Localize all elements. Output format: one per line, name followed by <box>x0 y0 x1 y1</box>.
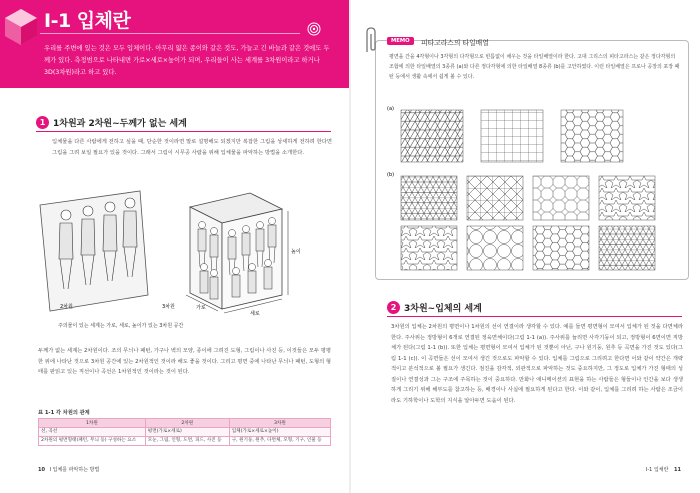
tiling-patterns <box>385 104 681 276</box>
right-footer <box>646 466 684 473</box>
memo-tag: MEMO <box>387 37 414 45</box>
chapter-title: Ⅰ-1 입체란 <box>44 10 131 32</box>
tiling-b5 <box>401 226 457 270</box>
table-header-cell: 3차원 <box>229 419 330 428</box>
tiling-b7 <box>533 226 589 270</box>
label-height: 높이 <box>291 249 301 255</box>
tiling-b6 <box>467 226 523 270</box>
table-cell: 2차원의 평면형태(패턴, 무늬 등) 구성하는 요소 <box>39 437 146 446</box>
table-cell: 모눈, 그림, 인형, 도면, 피드, 사진 등 <box>145 437 229 446</box>
footer-text: Ⅰ 입체를 파악하는 방법 <box>49 467 100 473</box>
section-divider <box>387 316 682 317</box>
table-row <box>39 437 331 446</box>
section-2-heading <box>387 301 482 314</box>
dimension-illustration <box>20 187 330 317</box>
footer-text: Ⅰ-1 입체란 <box>645 467 669 473</box>
paperclip-icon <box>361 26 383 54</box>
memo-title: 피타고라스의 타일배열 <box>421 39 489 47</box>
tiling-b3 <box>533 176 589 220</box>
right-page <box>351 0 700 493</box>
table-cell: 선, 곡선 <box>39 428 146 437</box>
section-number: 1 <box>36 116 49 129</box>
hexagon-cube-icon <box>4 8 38 46</box>
spiral-icon <box>307 22 321 36</box>
table-row <box>39 428 331 437</box>
section-number: 2 <box>387 301 400 314</box>
page-number: 11 <box>674 467 681 473</box>
tiling-b4 <box>599 176 655 220</box>
tiling-squares <box>481 110 543 162</box>
label-depth: 세로 <box>250 311 260 317</box>
dimension-table <box>38 418 331 446</box>
section-title: 1차원과 2차원~두께가 없는 세계 <box>53 119 187 129</box>
left-footer <box>38 466 99 473</box>
section-1-paragraph: 입체물을 다른 사람에게 전하고 싶을 때, 단순한 것이라면 말로 설명해도 되겠지만 복잡한 그림을 상세하게 전하려 한다면 그림을 그려 보일 필요가 있을 것이다. 그래서 그림이 시무공 사람을 위해 입체물을 파악하는 방법을 소개한다. <box>52 139 332 156</box>
cube-3d <box>186 193 288 313</box>
memo-text: 평면을 간을 4각형이나 3각형의 다각형으로 빈틈없이 채우는 것을 타일배열이라 한다. 고대 그리스의 피타고라스는 같은 정다각형의 조합에 의한 타일배열의 3종류 (a)와 다른 정다각형에 의한 타일배열 8종류 (b)를 고안하였다. 이런 타일배열은 프로나 공장의 포장 패턴 등에서 생활 속에서 쉽게 볼 수 있다. <box>389 54 680 80</box>
tiling-hexagons <box>561 110 623 162</box>
page-number: 10 <box>38 467 45 473</box>
left-page <box>0 0 349 493</box>
table-caption: 표 1-1 각 차원의 관계 <box>38 410 90 416</box>
label-width: 가로 <box>196 305 206 311</box>
paragraph-2: 두께가 없는 세계는 2차원이다. 조의 무늬나 패턴, 가구나 벽의 모양, 종이에 그려진 도형, 그림이나 사진 등, 이것들은 모두 평평한 위에 나타난 것으로 3차원 공간에 있는 2차원적인 것이라 해도 좋을 것이다. 그리고 평면 중에 나타난 무늬나 패턴, 도형의 형태를 판읽고 있는 직선이나 곡선은 1차원적인 것이라는 것이 된다. <box>38 348 331 375</box>
table-header-row <box>39 419 331 428</box>
tiling-triangles <box>401 110 463 162</box>
section-1-heading <box>36 116 187 129</box>
chapter-intro: 우리를 주변에 있는 것은 모두 입체이다. 아무리 얇은 종이와 같은 것도, 가늘고 긴 바늘과 같은 것에도 두께가 있다. 측정범으로 나타내면 가로×세로×높이가 되며, 우리들이 사는 세계를 3차원이라고 하거나 3D(3차원)라고 하고 있다. <box>44 45 330 76</box>
label-a: (a) <box>387 106 394 112</box>
tiling-b8 <box>599 226 655 270</box>
table-cell: 평면(가로×세로) <box>145 428 229 437</box>
label-2d: 2차원 <box>60 304 73 310</box>
table-header-cell: 1차원 <box>39 419 146 428</box>
table-cell: 입체(가로×세로×높이) <box>229 428 330 437</box>
section-2-paragraph: 3차원의 입체는 2차원의 평면이나 1차원의 선이 연결이라 생각할 수 있다. 예를 들면 평면형이 모여서 입체가 된 것을 다면체라 한다. 주사위는 정방형이 6개로 연결된 정육면체이다(그림 1-1 (a)). 주사위를 늘리면 사각기둥이 되고, 정방형이 6면이면 직방체가 된다(그림 1-1 (b)). 또한 입체는 평면형이 모여서 입체가 된 것뿐이 아닌, 구나 원기둥, 원추 등 곡면을 가진 것도 있다(그림 1-1 (c)). 이 곡면들은 선이 모여서 생긴 것으로도 파악할 수 있다. 입체를 그림으로 그리려고 한다면 이와 같이 약간은 개략적이고 분석적으로 볼 필요가 생긴다. 점진을 감각적, 외관적으로 파악하는 것도 중요하지만, 그 정도로 입체가 가진 형태의 성질이나 연결성과 그는 구조에 주목하는 것이 중요하다. 만화나 애니메이션의 표현을 하는 사람들은 형들이나 인간을 보다 생생하게 그리기 위해 해부도를 참고하는 등, 배경이나 사실에 필요하게 된다고 한다. 이와 같이, 입체를 그리려 하는 사람은 조금이라도 기하학이나 도학의 지식을 알아두면 도움이 된다. <box>391 324 683 404</box>
tiling-b1 <box>401 176 457 220</box>
table-header-cell: 2차원 <box>145 419 229 428</box>
section-divider <box>36 131 331 132</box>
table-cell: 구, 원기둥, 원추, 다면체, 모형, 기구, 인물 등 <box>229 437 330 446</box>
figure-caption: 주의물이 있는 세계는 가로, 세로, 높이가 있는 3차원 공간 <box>58 323 184 329</box>
title-rule <box>40 33 300 34</box>
label-3d: 3차원 <box>162 304 175 310</box>
label-b: (b) <box>387 172 395 178</box>
tiling-b2 <box>467 176 523 220</box>
section-title: 3차원~입체의 세계 <box>404 304 482 314</box>
